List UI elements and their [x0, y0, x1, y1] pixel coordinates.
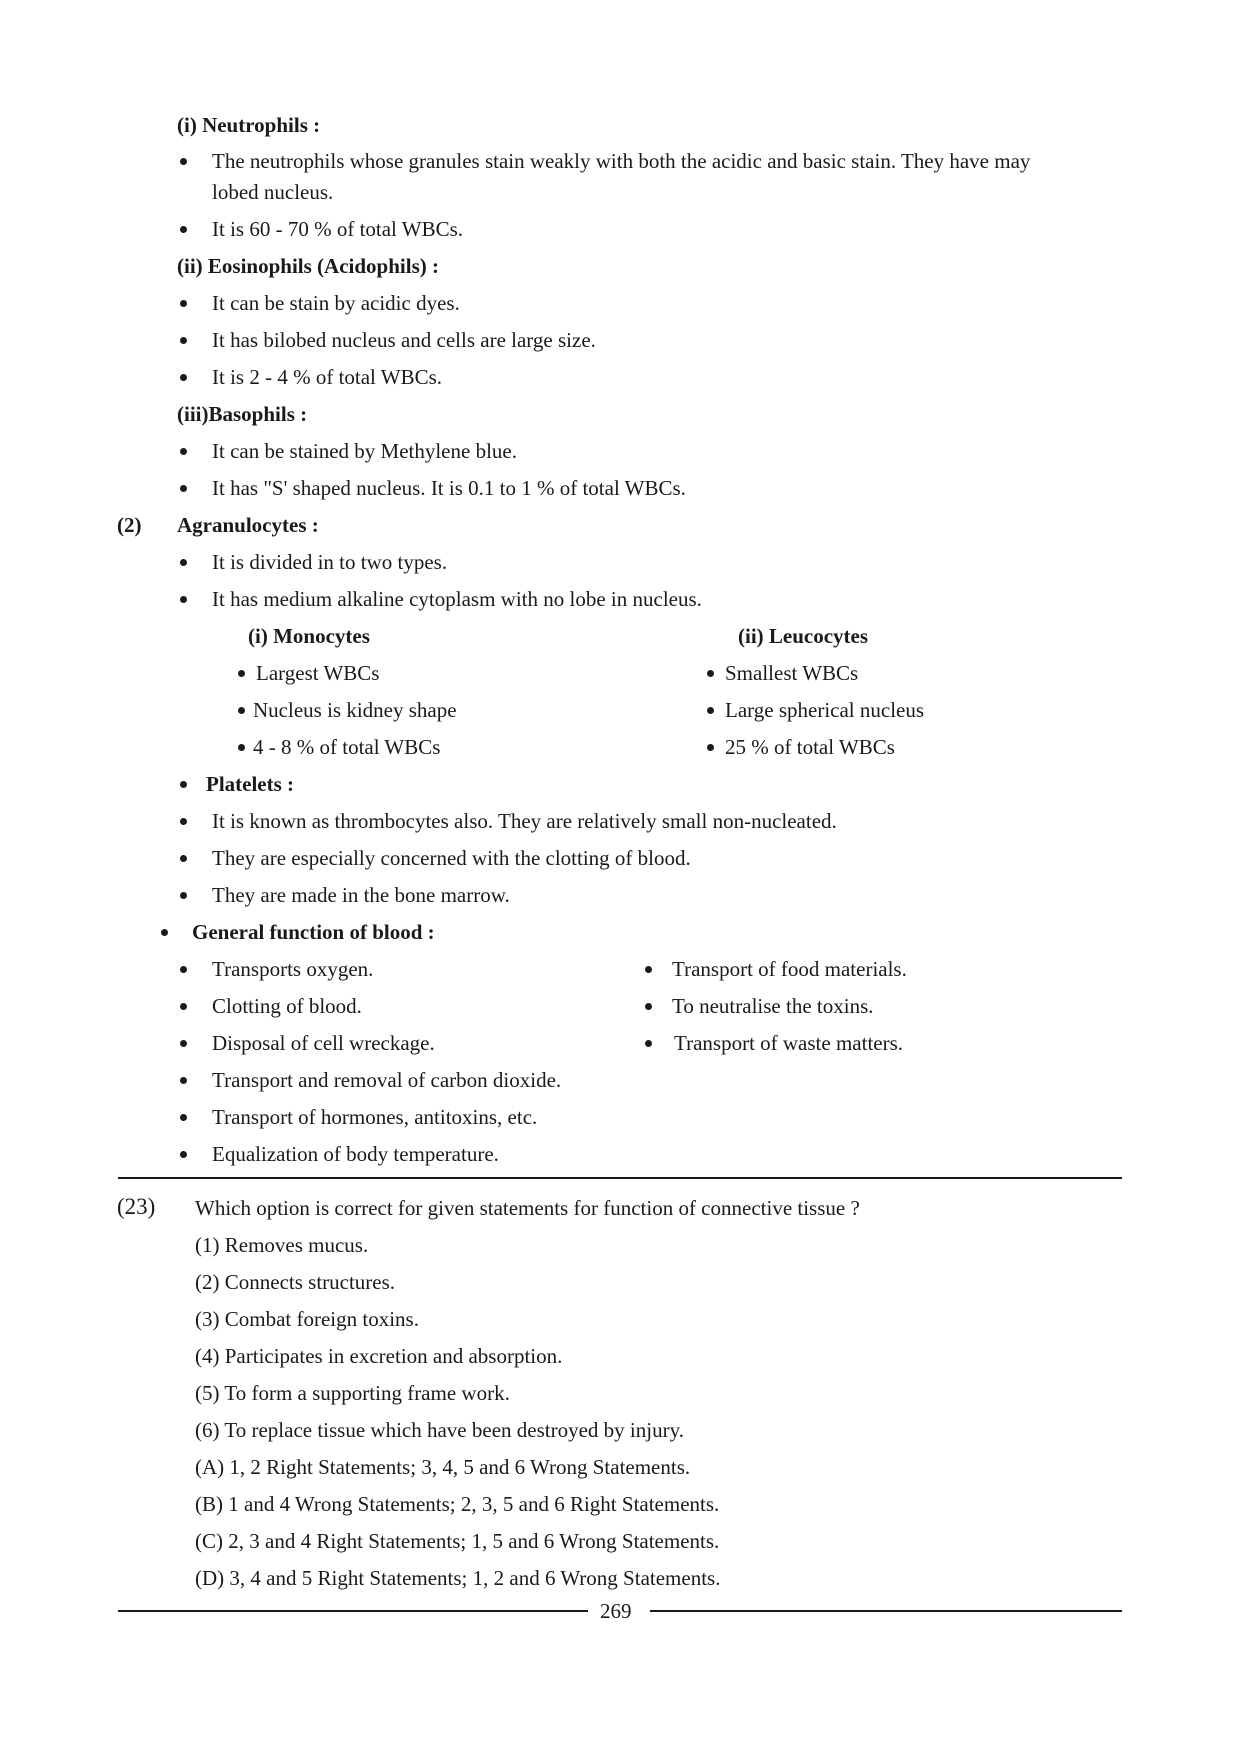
question-text: Which option is correct for given statements for function of connective tissue ? [195, 1196, 860, 1220]
bullet-icon [180, 1077, 187, 1084]
bullet-icon [707, 670, 714, 677]
bullet-icon [180, 818, 187, 825]
leucocytes-item: 25 % of total WBCs [725, 735, 895, 759]
general-function-heading: General function of blood : [192, 920, 435, 944]
page-number: 269 [600, 1599, 632, 1623]
monocytes-item: Largest WBCs [256, 661, 380, 685]
platelets-bullet-1: It is known as thrombocytes also. They are relatively small non-nucleated. [212, 809, 837, 833]
eosinophils-bullet-3: It is 2 - 4 % of total WBCs. [212, 365, 443, 389]
footer-rule-left [118, 1610, 588, 1612]
general-function-item: Clotting of blood. [212, 994, 362, 1018]
basophils-bullet-2: It has "S' shaped nucleus. It is 0.1 to 1 % of total WBCs. [212, 476, 686, 500]
question-statement: (1) Removes mucus. [195, 1233, 369, 1257]
bullet-icon [180, 892, 187, 899]
question-statement: (5) To form a supporting frame work. [195, 1381, 510, 1405]
bullet-icon [238, 744, 245, 751]
basophils-bullet-1: It can be stained by Methylene blue. [212, 439, 517, 463]
neutrophils-bullet-1a: The neutrophils whose granules stain weakly with both the acidic and basic stain. They have may [212, 149, 1031, 173]
bullet-icon [180, 596, 187, 603]
agranulocytes-bullet-2: It has medium alkaline cytoplasm with no lobe in nucleus. [212, 587, 702, 611]
general-function-item: Transport of hormones, antitoxins, etc. [212, 1105, 538, 1129]
leucocytes-heading: (ii) Leucocytes [738, 624, 869, 648]
bullet-icon [180, 966, 187, 973]
bullet-icon [707, 744, 714, 751]
bullet-icon [180, 158, 187, 165]
leucocytes-item: Smallest WBCs [725, 661, 859, 685]
bullet-icon [180, 485, 187, 492]
neutrophils-bullet-2: It is 60 - 70 % of total WBCs. [212, 217, 464, 241]
platelets-bullet-2: They are especially concerned with the clotting of blood. [212, 846, 691, 870]
monocytes-item: Nucleus is kidney shape [253, 698, 457, 722]
answer-option: (A) 1, 2 Right Statements; 3, 4, 5 and 6 Wrong Statements. [195, 1455, 691, 1479]
bullet-icon [238, 670, 245, 677]
question-statement: (4) Participates in excretion and absorption. [195, 1344, 563, 1368]
bullet-icon [645, 966, 652, 973]
bullet-icon [238, 707, 245, 714]
eosinophils-bullet-2: It has bilobed nucleus and cells are large size. [212, 328, 596, 352]
question-statement: (3) Combat foreign toxins. [195, 1307, 419, 1331]
leucocytes-item: Large spherical nucleus [725, 698, 925, 722]
section-divider [118, 1177, 1122, 1179]
bullet-icon [645, 1040, 652, 1047]
monocytes-item: 4 - 8 % of total WBCs [253, 735, 441, 759]
bullet-icon [180, 559, 187, 566]
footer-rule-right [650, 1610, 1122, 1612]
platelets-heading: Platelets : [206, 772, 295, 796]
agranulocytes-bullet-1: It is divided in to two types. [212, 550, 448, 574]
general-function-item: Transport of food materials. [672, 957, 907, 981]
general-function-item: Transport and removal of carbon dioxide. [212, 1068, 562, 1092]
general-function-item: Disposal of cell wreckage. [212, 1031, 435, 1055]
bullet-icon [180, 1151, 187, 1158]
question-statement: (2) Connects structures. [195, 1270, 396, 1294]
bullet-icon [180, 1114, 187, 1121]
eosinophils-heading: (ii) Eosinophils (Acidophils) : [177, 254, 439, 278]
general-function-item: Equalization of body temperature. [212, 1142, 499, 1166]
answer-option: (D) 3, 4 and 5 Right Statements; 1, 2 and 6 Wrong Statements. [195, 1566, 721, 1590]
question-statement: (6) To replace tissue which have been destroyed by injury. [195, 1418, 684, 1442]
answer-option: (B) 1 and 4 Wrong Statements; 2, 3, 5 and 6 Right Statements. [195, 1492, 720, 1516]
neutrophils-heading: (i) Neutrophils : [177, 113, 321, 137]
eosinophils-bullet-1: It can be stain by acidic dyes. [212, 291, 460, 315]
bullet-icon [180, 781, 187, 788]
general-function-item: Transports oxygen. [212, 957, 374, 981]
bullet-icon [707, 707, 714, 714]
bullet-icon [180, 1040, 187, 1047]
bullet-icon [180, 374, 187, 381]
bullet-icon [180, 300, 187, 307]
basophils-heading: (iii)Basophils : [177, 402, 308, 426]
bullet-icon [645, 1003, 652, 1010]
general-function-item: Transport of waste matters. [674, 1031, 904, 1055]
bullet-icon [180, 1003, 187, 1010]
bullet-icon [180, 448, 187, 455]
general-function-item: To neutralise the toxins. [672, 994, 874, 1018]
agranulocytes-number: (2) [117, 513, 142, 537]
platelets-bullet-3: They are made in the bone marrow. [212, 883, 510, 907]
bullet-icon [161, 929, 168, 936]
neutrophils-bullet-1b: lobed nucleus. [212, 180, 334, 204]
agranulocytes-heading: Agranulocytes : [177, 513, 319, 537]
bullet-icon [180, 226, 187, 233]
bullet-icon [180, 337, 187, 344]
monocytes-heading: (i) Monocytes [248, 624, 370, 648]
bullet-icon [180, 855, 187, 862]
answer-option: (C) 2, 3 and 4 Right Statements; 1, 5 and 6 Wrong Statements. [195, 1529, 720, 1553]
question-number: (23) [117, 1194, 156, 1219]
